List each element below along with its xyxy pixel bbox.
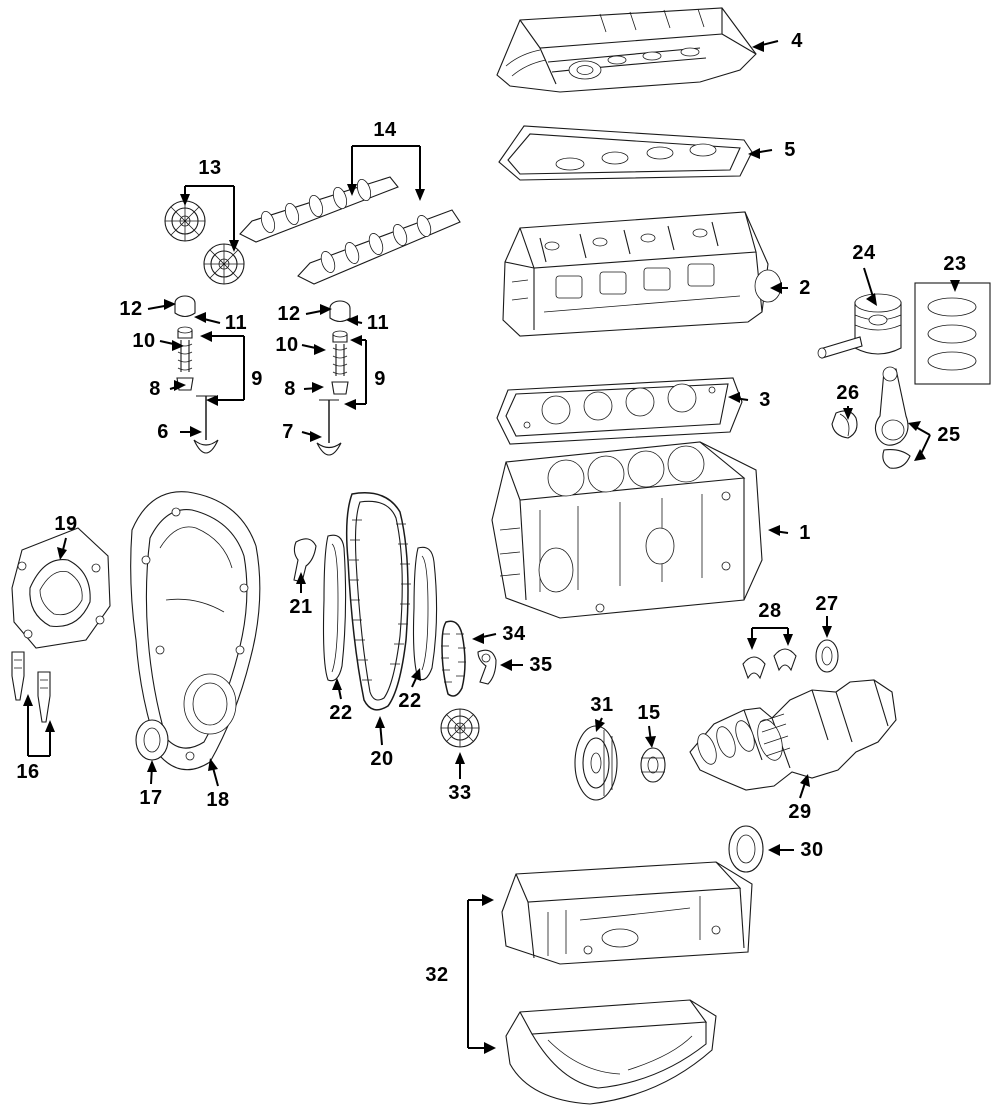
part-crankshaft — [690, 680, 896, 790]
callout-9-right: 9 — [374, 368, 386, 390]
callout-23: 23 — [943, 253, 967, 275]
callout-2: 2 — [799, 277, 811, 299]
callout-8-right: 8 — [284, 378, 296, 400]
callout-7: 7 — [282, 421, 294, 443]
callout-35: 35 — [529, 654, 553, 676]
callout-9-left: 9 — [251, 368, 263, 390]
callout-26: 26 — [836, 382, 860, 404]
part-timing-chain — [347, 493, 411, 710]
callout-6: 6 — [157, 421, 169, 443]
part-oil-pump — [12, 528, 110, 648]
callout-10-right: 10 — [275, 334, 299, 356]
callout-30: 30 — [800, 839, 824, 861]
callout-21: 21 — [289, 596, 313, 618]
callout-31: 31 — [590, 694, 614, 716]
part-cylinder-block — [492, 442, 762, 618]
callout-19: 19 — [54, 513, 78, 535]
part-valve-train-right — [317, 301, 350, 455]
callout-22-right: 22 — [398, 690, 422, 712]
part-oil-pump-chain — [441, 621, 466, 696]
part-oil-pump-chain-tensioner — [478, 650, 496, 684]
callout-22-left: 22 — [329, 702, 353, 724]
callout-33: 33 — [448, 782, 472, 804]
part-piston-ring-set — [915, 283, 990, 384]
callout-3: 3 — [759, 389, 771, 411]
callout-34: 34 — [502, 623, 526, 645]
part-piston — [818, 294, 901, 358]
callout-4: 4 — [791, 30, 803, 52]
part-cylinder-head-cover — [497, 8, 756, 92]
part-cylinder-head-gasket — [497, 378, 742, 444]
callout-32: 32 — [425, 964, 449, 986]
callout-5: 5 — [784, 139, 796, 161]
part-oil-nozzle — [12, 652, 50, 722]
part-crankshaft-rear-oil-seal — [729, 826, 763, 872]
callout-12-right: 12 — [277, 303, 301, 325]
callout-20: 20 — [370, 748, 394, 770]
part-chain-vibration-damper-right — [414, 547, 437, 679]
callout-8-left: 8 — [149, 378, 161, 400]
part-cylinder-head-cover-gasket — [499, 126, 752, 180]
callout-24: 24 — [852, 242, 876, 264]
callout-15: 15 — [637, 702, 661, 724]
part-oil-pan-upper — [502, 862, 752, 964]
callout-16: 16 — [16, 761, 40, 783]
callout-1: 1 — [799, 522, 811, 544]
part-camshaft — [240, 177, 460, 284]
part-chain-vibration-damper-left — [324, 535, 346, 681]
callout-11-left: 11 — [224, 312, 248, 334]
part-cylinder-head — [503, 212, 781, 336]
callout-25: 25 — [937, 424, 961, 446]
callout-28: 28 — [758, 600, 782, 622]
callout-14: 14 — [373, 119, 397, 141]
part-crankshaft-bearings — [743, 640, 838, 678]
callout-27: 27 — [815, 593, 839, 615]
part-crankshaft-pulley-bushing — [136, 720, 168, 760]
part-oil-pan-lower — [506, 1000, 716, 1104]
callout-17: 17 — [139, 787, 163, 809]
callout-11-right: 11 — [366, 312, 390, 334]
part-oil-pump-drive-sprocket — [441, 709, 479, 747]
callout-29: 29 — [788, 801, 812, 823]
callout-18: 18 — [206, 789, 230, 811]
part-chain-tensioner-slipper — [294, 539, 316, 582]
callout-10-left: 10 — [132, 330, 156, 352]
part-crankshaft-timing-gear — [641, 748, 665, 782]
part-crankshaft-pulley — [575, 726, 617, 800]
callout-13: 13 — [198, 157, 222, 179]
callout-12-left: 12 — [119, 298, 143, 320]
